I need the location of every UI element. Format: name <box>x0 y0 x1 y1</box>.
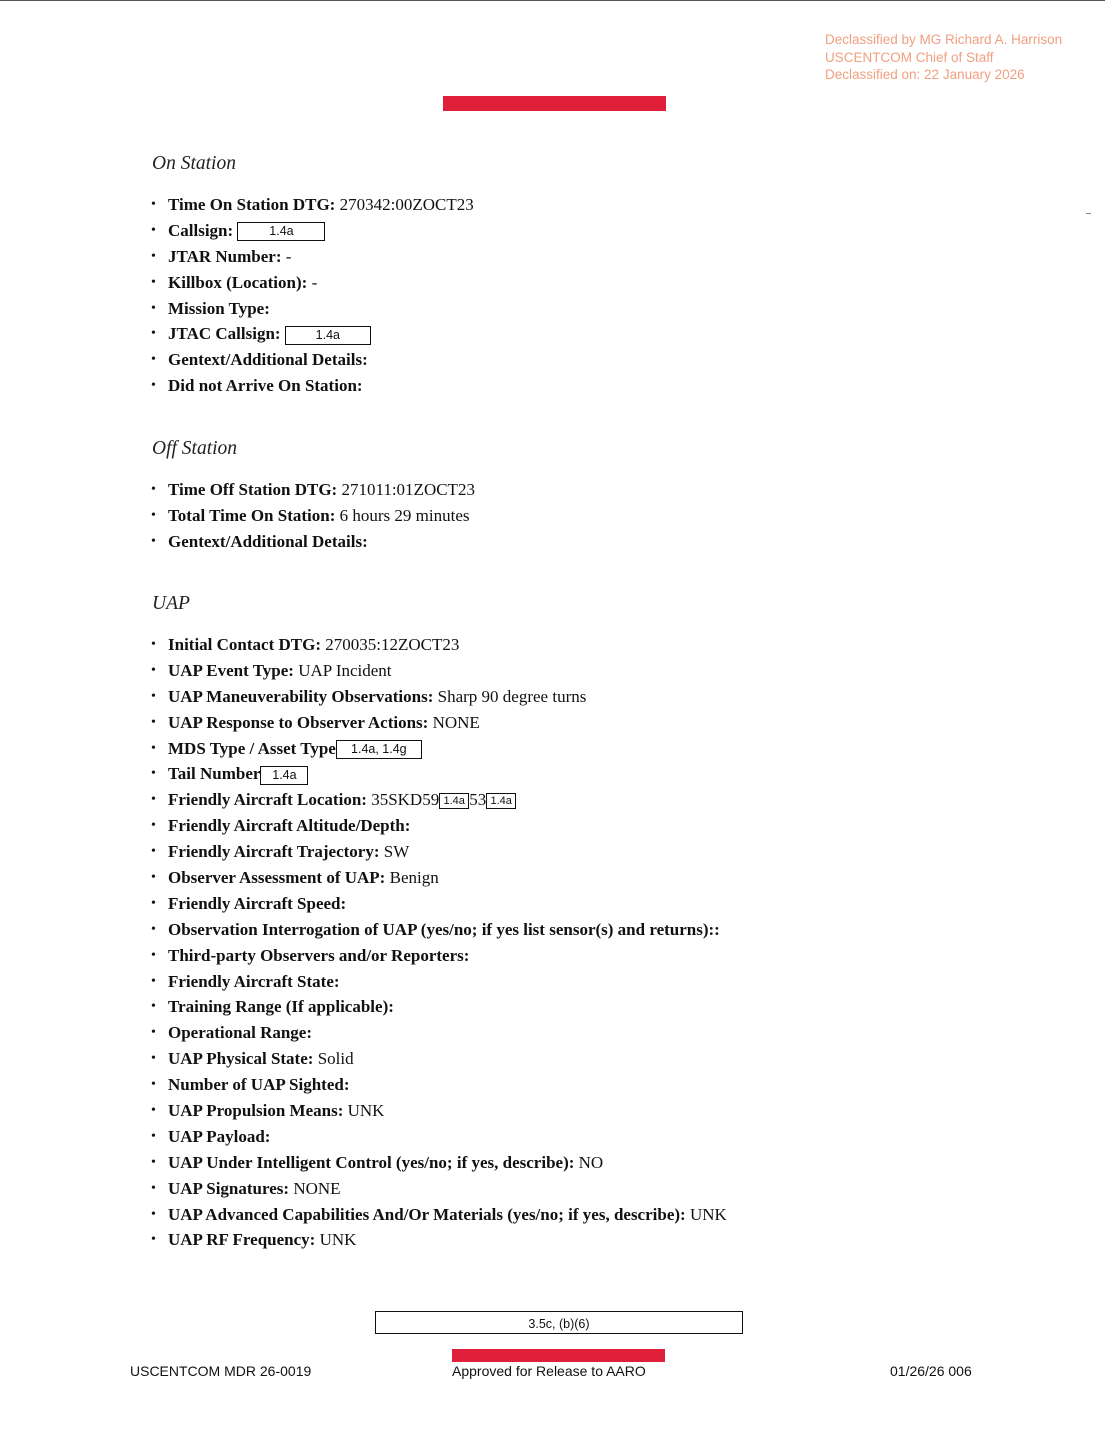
list-item <box>150 296 474 322</box>
list-item <box>150 244 474 270</box>
list-item <box>150 1072 727 1098</box>
section-title-on-station: On Station <box>152 153 236 174</box>
section-title-off-station: Off Station <box>152 438 238 459</box>
field-label: MDS Type / Asset Type <box>168 738 336 758</box>
list-item <box>150 373 474 399</box>
redaction-box: 1.4a <box>439 793 469 809</box>
declassification-stamp <box>825 31 1062 84</box>
off-station-list <box>150 477 475 555</box>
field-label: Total Time On Station: <box>168 505 336 525</box>
list-item <box>150 761 727 787</box>
field-label: UAP Advanced Capabilities And/Or Materials (yes/no; if yes, describe): <box>168 1204 686 1224</box>
field-label: JTAC Callsign: <box>168 324 281 344</box>
field-label: UAP Event Type: <box>168 660 294 680</box>
list-item <box>150 969 727 995</box>
field-value: 270035:12ZOCT23 <box>321 635 460 654</box>
field-label: UAP Signatures: <box>168 1178 290 1198</box>
field-label: Observer Assessment of UAP: <box>168 868 386 888</box>
uap-list <box>150 632 727 1253</box>
list-item <box>150 192 474 218</box>
field-label: Number of UAP Sighted: <box>168 1075 350 1095</box>
field-label: Did not Arrive On Station: <box>168 376 363 396</box>
field-label: Time On Station DTG: <box>168 195 336 214</box>
stamp-line-3: Declassified on: 22 January 2026 <box>825 67 1025 82</box>
list-item <box>150 1046 727 1072</box>
redaction-box: 1.4a <box>486 793 516 809</box>
field-label: Observation Interrogation of UAP (yes/no; if yes list sensor(s) and returns):: <box>168 919 720 939</box>
field-value: NONE <box>428 712 480 732</box>
stamp-line-1: Declassified by MG Richard A. Harrison <box>825 32 1063 47</box>
field-label: Friendly Aircraft Altitude/Depth: <box>168 816 411 836</box>
list-item <box>150 917 727 943</box>
field-label: UAP Physical State: <box>168 1049 314 1069</box>
list-item <box>150 1098 727 1124</box>
footer-case-number: USCENTCOM MDR 26-0019 <box>130 1363 312 1379</box>
field-label: Friendly Aircraft State: <box>168 971 340 991</box>
list-item <box>150 736 727 762</box>
list-item <box>150 684 727 710</box>
list-item <box>150 994 727 1020</box>
field-label: UAP Response to Observer Actions: <box>168 712 429 732</box>
field-label: Third-party Observers and/or Reporters: <box>168 945 470 965</box>
list-item <box>150 891 727 917</box>
field-label: Training Range (If applicable): <box>168 997 394 1017</box>
footer-release-note: Approved for Release to AARO <box>452 1363 646 1379</box>
list-item <box>150 503 475 529</box>
on-station-list <box>150 192 474 399</box>
field-label: Friendly Aircraft Trajectory: <box>168 842 380 862</box>
list-item <box>150 529 475 555</box>
field-value: NONE <box>289 1178 341 1198</box>
field-label: Time Off Station DTG: <box>168 480 338 499</box>
field-label: UAP Payload: <box>168 1126 271 1146</box>
field-label: Friendly Aircraft Location: <box>168 790 367 810</box>
field-value: Benign <box>385 868 439 888</box>
footer-redaction-box: 3.5c, (b)(6) <box>375 1311 743 1334</box>
field-label: Gentext/Additional Details: <box>168 350 368 370</box>
list-item <box>150 839 727 865</box>
field-value: 270342:00ZOCT23 <box>335 195 474 214</box>
field-label: Tail Number <box>168 764 261 784</box>
list-item <box>150 1150 727 1176</box>
top-rule <box>0 0 1105 1</box>
field-value: - <box>307 272 318 292</box>
list-item <box>150 813 727 839</box>
field-value: 53 <box>469 790 487 810</box>
field-value: SW <box>379 842 410 862</box>
field-value: UNK <box>315 1230 357 1250</box>
field-value: UAP Incident <box>293 660 392 680</box>
field-value: 6 hours 29 minutes <box>335 505 470 525</box>
field-label: UAP Under Intelligent Control (yes/no; if yes, describe): <box>168 1152 575 1172</box>
field-label: UAP Propulsion Means: <box>168 1101 344 1121</box>
classification-bar-bottom <box>452 1349 665 1362</box>
field-value: 271011:01ZOCT23 <box>337 480 475 499</box>
field-value: Sharp 90 degree turns <box>433 686 587 706</box>
field-value: - <box>281 246 292 266</box>
list-item <box>150 710 727 736</box>
field-label: Mission Type: <box>168 298 270 318</box>
field-label: Operational Range: <box>168 1023 313 1043</box>
field-label: Friendly Aircraft Speed: <box>168 893 347 913</box>
list-item <box>150 1124 727 1150</box>
field-value: NO <box>574 1152 604 1172</box>
list-item <box>150 1202 727 1228</box>
redaction-box: 1.4a <box>260 766 308 785</box>
redaction-box: 1.4a, 1.4g <box>336 740 422 759</box>
stamp-line-2: USCENTCOM Chief of Staff <box>825 49 994 65</box>
field-value: 35SKD59 <box>366 790 440 810</box>
field-label: UAP RF Frequency: <box>168 1230 316 1250</box>
field-label: JTAR Number: <box>168 246 282 266</box>
field-value: UNK <box>685 1204 727 1224</box>
redaction-box: 1.4a <box>237 222 325 241</box>
scan-mark <box>1086 213 1091 214</box>
list-item <box>150 218 474 244</box>
list-item <box>150 347 474 373</box>
classification-bar-top <box>443 96 666 111</box>
field-value: UNK <box>343 1101 385 1121</box>
field-label: UAP Maneuverability Observations: <box>168 686 434 706</box>
field-value: Solid <box>313 1049 354 1069</box>
field-label: Callsign: <box>168 220 234 240</box>
list-item <box>150 787 727 813</box>
list-item <box>150 1227 727 1253</box>
field-label: Killbox (Location): <box>168 272 308 292</box>
field-label: Initial Contact DTG: <box>168 635 321 654</box>
field-label: Gentext/Additional Details: <box>168 531 368 551</box>
list-item <box>150 658 727 684</box>
footer-date-code: 01/26/26 006 <box>890 1363 972 1379</box>
list-item <box>150 477 475 503</box>
list-item <box>150 632 727 658</box>
list-item <box>150 270 474 296</box>
list-item <box>150 865 727 891</box>
list-item <box>150 1176 727 1202</box>
redaction-box: 1.4a <box>285 326 371 345</box>
list-item <box>150 1020 727 1046</box>
section-title-uap: UAP <box>152 593 190 614</box>
list-item <box>150 321 474 347</box>
list-item <box>150 943 727 969</box>
